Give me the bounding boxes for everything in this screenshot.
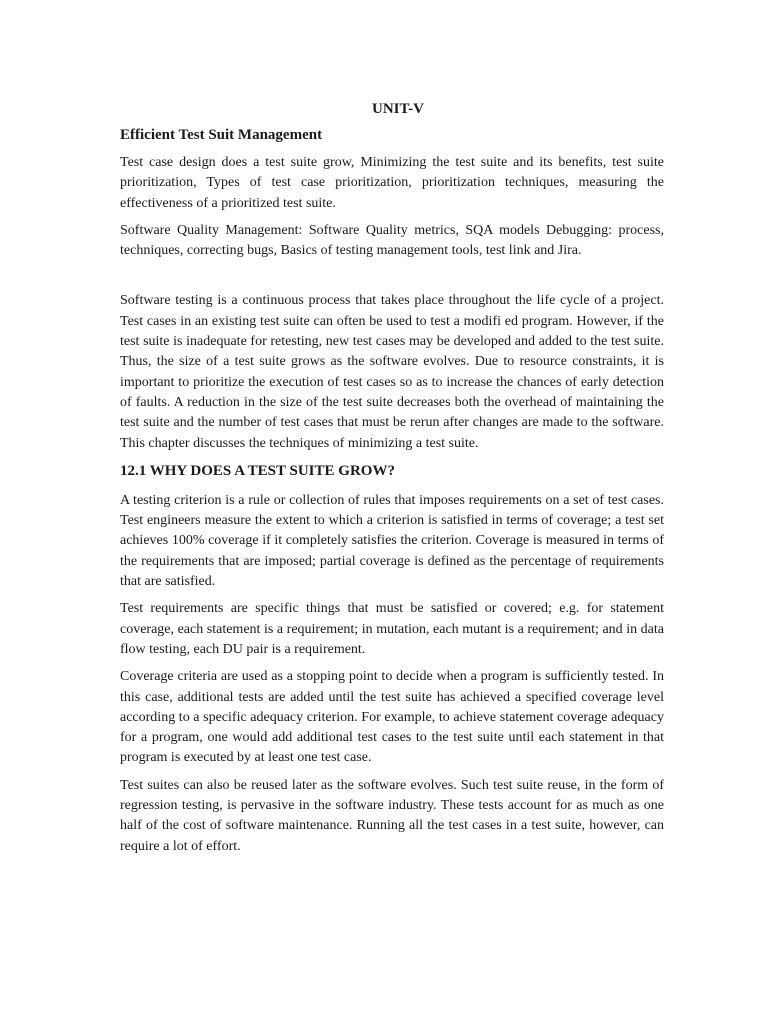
syllabus-paragraph: Test case design does a test suite grow, Minimizing the test suite and its benefits, test suite prioritization, Types of test case prioritization, prioritization techniques, measuring the effectiveness of a prioritized test suite.	[120, 155, 664, 211]
syllabus-paragraph: Software Quality Management: Software Quality metrics, SQA models Debugging: process, techniques, correcting bugs, Basics of testing management tools, test link and Jira.	[120, 222, 664, 259]
body-paragraph: Test requirements are specific things that must be satisfied or covered; e.g. for statement coverage, each statement is a requirement; in mutation, each mutant is a requirement; and in data flow testing, each DU pair is a requirement.	[120, 601, 664, 657]
document-page	[120, 99, 664, 864]
chapter-heading: 12.1 WHY DOES A TEST SUITE GROW?	[120, 462, 395, 479]
body-paragraph: A testing criterion is a rule or collection of rules that imposes requirements on a set of test cases. Test engineers measure the extent to which a criterion is satisfied in terms of coverage; a test set achieves 100% coverage if it completely satisfies the criterion. Coverage is measured in terms of the requirements that are imposed; partial coverage is defined as the percentage of requirements that are satisfied.	[120, 492, 664, 590]
unit-title: UNIT-V	[372, 101, 424, 117]
body-paragraph: Coverage criteria are used as a stopping point to decide when a program is sufficiently tested. In this case, additional tests are added until the test suite has achieved a specified coverage level according to a specific adequacy criterion. For example, to achieve statement coverage adequacy for a program, one would add additional test cases to the test suite until each statement in that program is executed by at least one test case.	[120, 669, 664, 766]
body-paragraph: Test suites can also be reused later as the software evolves. Such test suite reuse, in the form of regression testing, is pervasive in the software industry. These tests account for as much as one half of the cost of software maintenance. Running all the test cases in a test suite, however, can require a lot of effort.	[120, 777, 664, 854]
intro-paragraph: Software testing is a continuous process that takes place throughout the life cycle of a project. Test cases in an existing test suite can often be used to test a modifi ed program. However, if the test suite is inadequate for retesting, new test cases may be developed and added to the test suite. Thus, the size of a test suite grows as the software evolves. Due to resource constraints, it is important to prioritize the execution of test cases so as to increase the chances of early detection of faults. A reduction in the size of the test suite decreases both the overhead of maintaining the test suite and the number of test cases that must be rerun after changes are made to the software. This chapter discusses the techniques of minimizing a test suite.	[120, 293, 664, 451]
section-title: Efficient Test Suit Management	[120, 127, 323, 143]
